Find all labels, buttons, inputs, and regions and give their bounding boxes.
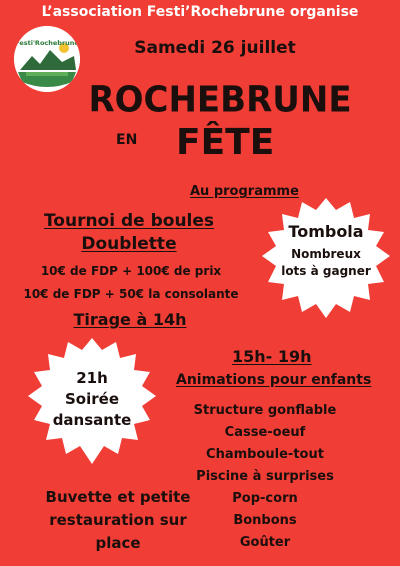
buvette-line3: place — [95, 534, 141, 552]
soiree-line1: Soirée — [65, 390, 119, 408]
title-fete: FÊTE — [176, 122, 275, 163]
title-en: EN — [116, 132, 138, 148]
list-item: Piscine à surprises — [196, 469, 334, 484]
activities-list — [190, 400, 340, 554]
buvette-line1: Buvette et petite — [45, 488, 191, 506]
tournoi-line1: Tournoi de boules — [43, 211, 215, 231]
soiree-time: 21h — [76, 369, 108, 387]
tombola-badge — [258, 196, 394, 320]
soiree-badge — [26, 336, 158, 468]
tombola-title: Tombola — [288, 222, 364, 241]
title-rochebrune: ROCHEBRUNE — [88, 79, 352, 121]
buvette-line2: restauration sur — [49, 511, 187, 529]
list-item: Chamboule-tout — [206, 447, 324, 462]
tombola-line1: Nombreux — [291, 247, 361, 261]
buvette-text — [28, 486, 208, 555]
logo-text: Festi'Rochebrune — [15, 39, 79, 47]
tirage-time: Tirage à 14h — [73, 310, 187, 329]
tombola-text — [258, 246, 394, 280]
fdp-line1: 10€ de FDP + 100€ de prix — [40, 264, 222, 278]
list-item: Pop-corn — [232, 491, 298, 506]
list-item: Structure gonflable — [193, 403, 337, 418]
animations-heading: Animations pour enfants — [176, 372, 372, 388]
tombola-line2: lots à gagner — [281, 264, 371, 278]
soiree-text — [26, 368, 158, 431]
event-date: Samedi 26 juillet — [134, 38, 296, 58]
list-item: Goûter — [239, 535, 291, 550]
tournoi-title — [24, 210, 234, 256]
list-item: Bonbons — [233, 513, 297, 528]
animations-time: 15h- 19h — [232, 347, 312, 366]
association-line: L’association Festi’Rochebrune organise — [41, 4, 359, 20]
tournoi-line2: Doublette — [81, 234, 177, 254]
fdp-line2: 10€ de FDP + 50€ la consolante — [23, 287, 239, 301]
programme-heading: Au programme — [190, 184, 299, 199]
soiree-line2: dansante — [52, 411, 132, 429]
list-item: Casse-oeuf — [224, 425, 306, 440]
